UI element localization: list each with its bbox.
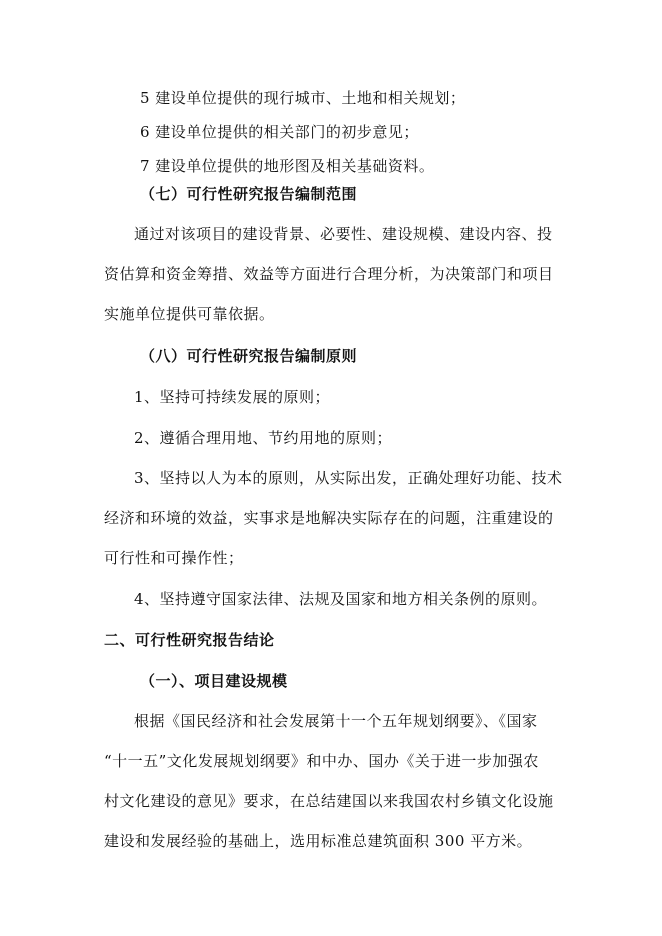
principle-1: 1、坚持可持续发展的原则； (134, 388, 331, 406)
scale-paragraph-line: “十一五”文化发展规划纲要》和中办、国办《关于进一步加强农 (104, 752, 539, 770)
section-7-paragraph-line: 通过对该项目的建设背景、必要性、建设规模、建设内容、投 (134, 225, 553, 243)
principle-3-line: 经济和环境的效益，实事求是地解决实际存在的问题，注重建设的 (104, 509, 554, 527)
requirement-item-7: 7 建设单位提供的地形图及相关基础资料。 (140, 157, 435, 175)
principle-2: 2、遵循合理用地、节约用地的原则； (134, 429, 393, 447)
scale-paragraph-line: 根据《国民经济和社会发展第十一个五年规划纲要》、《国家 (134, 712, 538, 730)
section-7-paragraph-line: 资估算和资金筹措、效益等方面进行合理分析，为决策部门和项目 (104, 265, 554, 283)
section-7-paragraph-line: 实施单位提供可靠依据。 (104, 305, 275, 323)
scale-paragraph-line: 村文化建设的意见》要求，在总结建国以来我国农村乡镇文化设施 (104, 792, 554, 810)
part-2-heading: 二、可行性研究报告结论 (104, 631, 275, 649)
scale-paragraph-line: 建设和发展经验的基础上，选用标准总建筑面积 300 平方米。 (104, 832, 533, 850)
requirement-item-6: 6 建设单位提供的相关部门的初步意见； (140, 123, 419, 141)
section-7-heading: （七）可行性研究报告编制范围 (140, 185, 358, 203)
principle-3-line: 可行性和可操作性； (104, 549, 244, 567)
principle-3-line: 3、坚持以人为本的原则，从实际出发，正确处理好功能、技术 (134, 469, 563, 487)
section-8-heading: （八）可行性研究报告编制原则 (140, 347, 358, 365)
requirement-item-5: 5 建设单位提供的现行城市、土地和相关规划； (140, 89, 466, 107)
subsection-1-heading: （一）、项目建设规模 (140, 672, 288, 690)
principle-4: 4、坚持遵守国家法律、法规及国家和地方相关条例的原则。 (134, 590, 548, 608)
